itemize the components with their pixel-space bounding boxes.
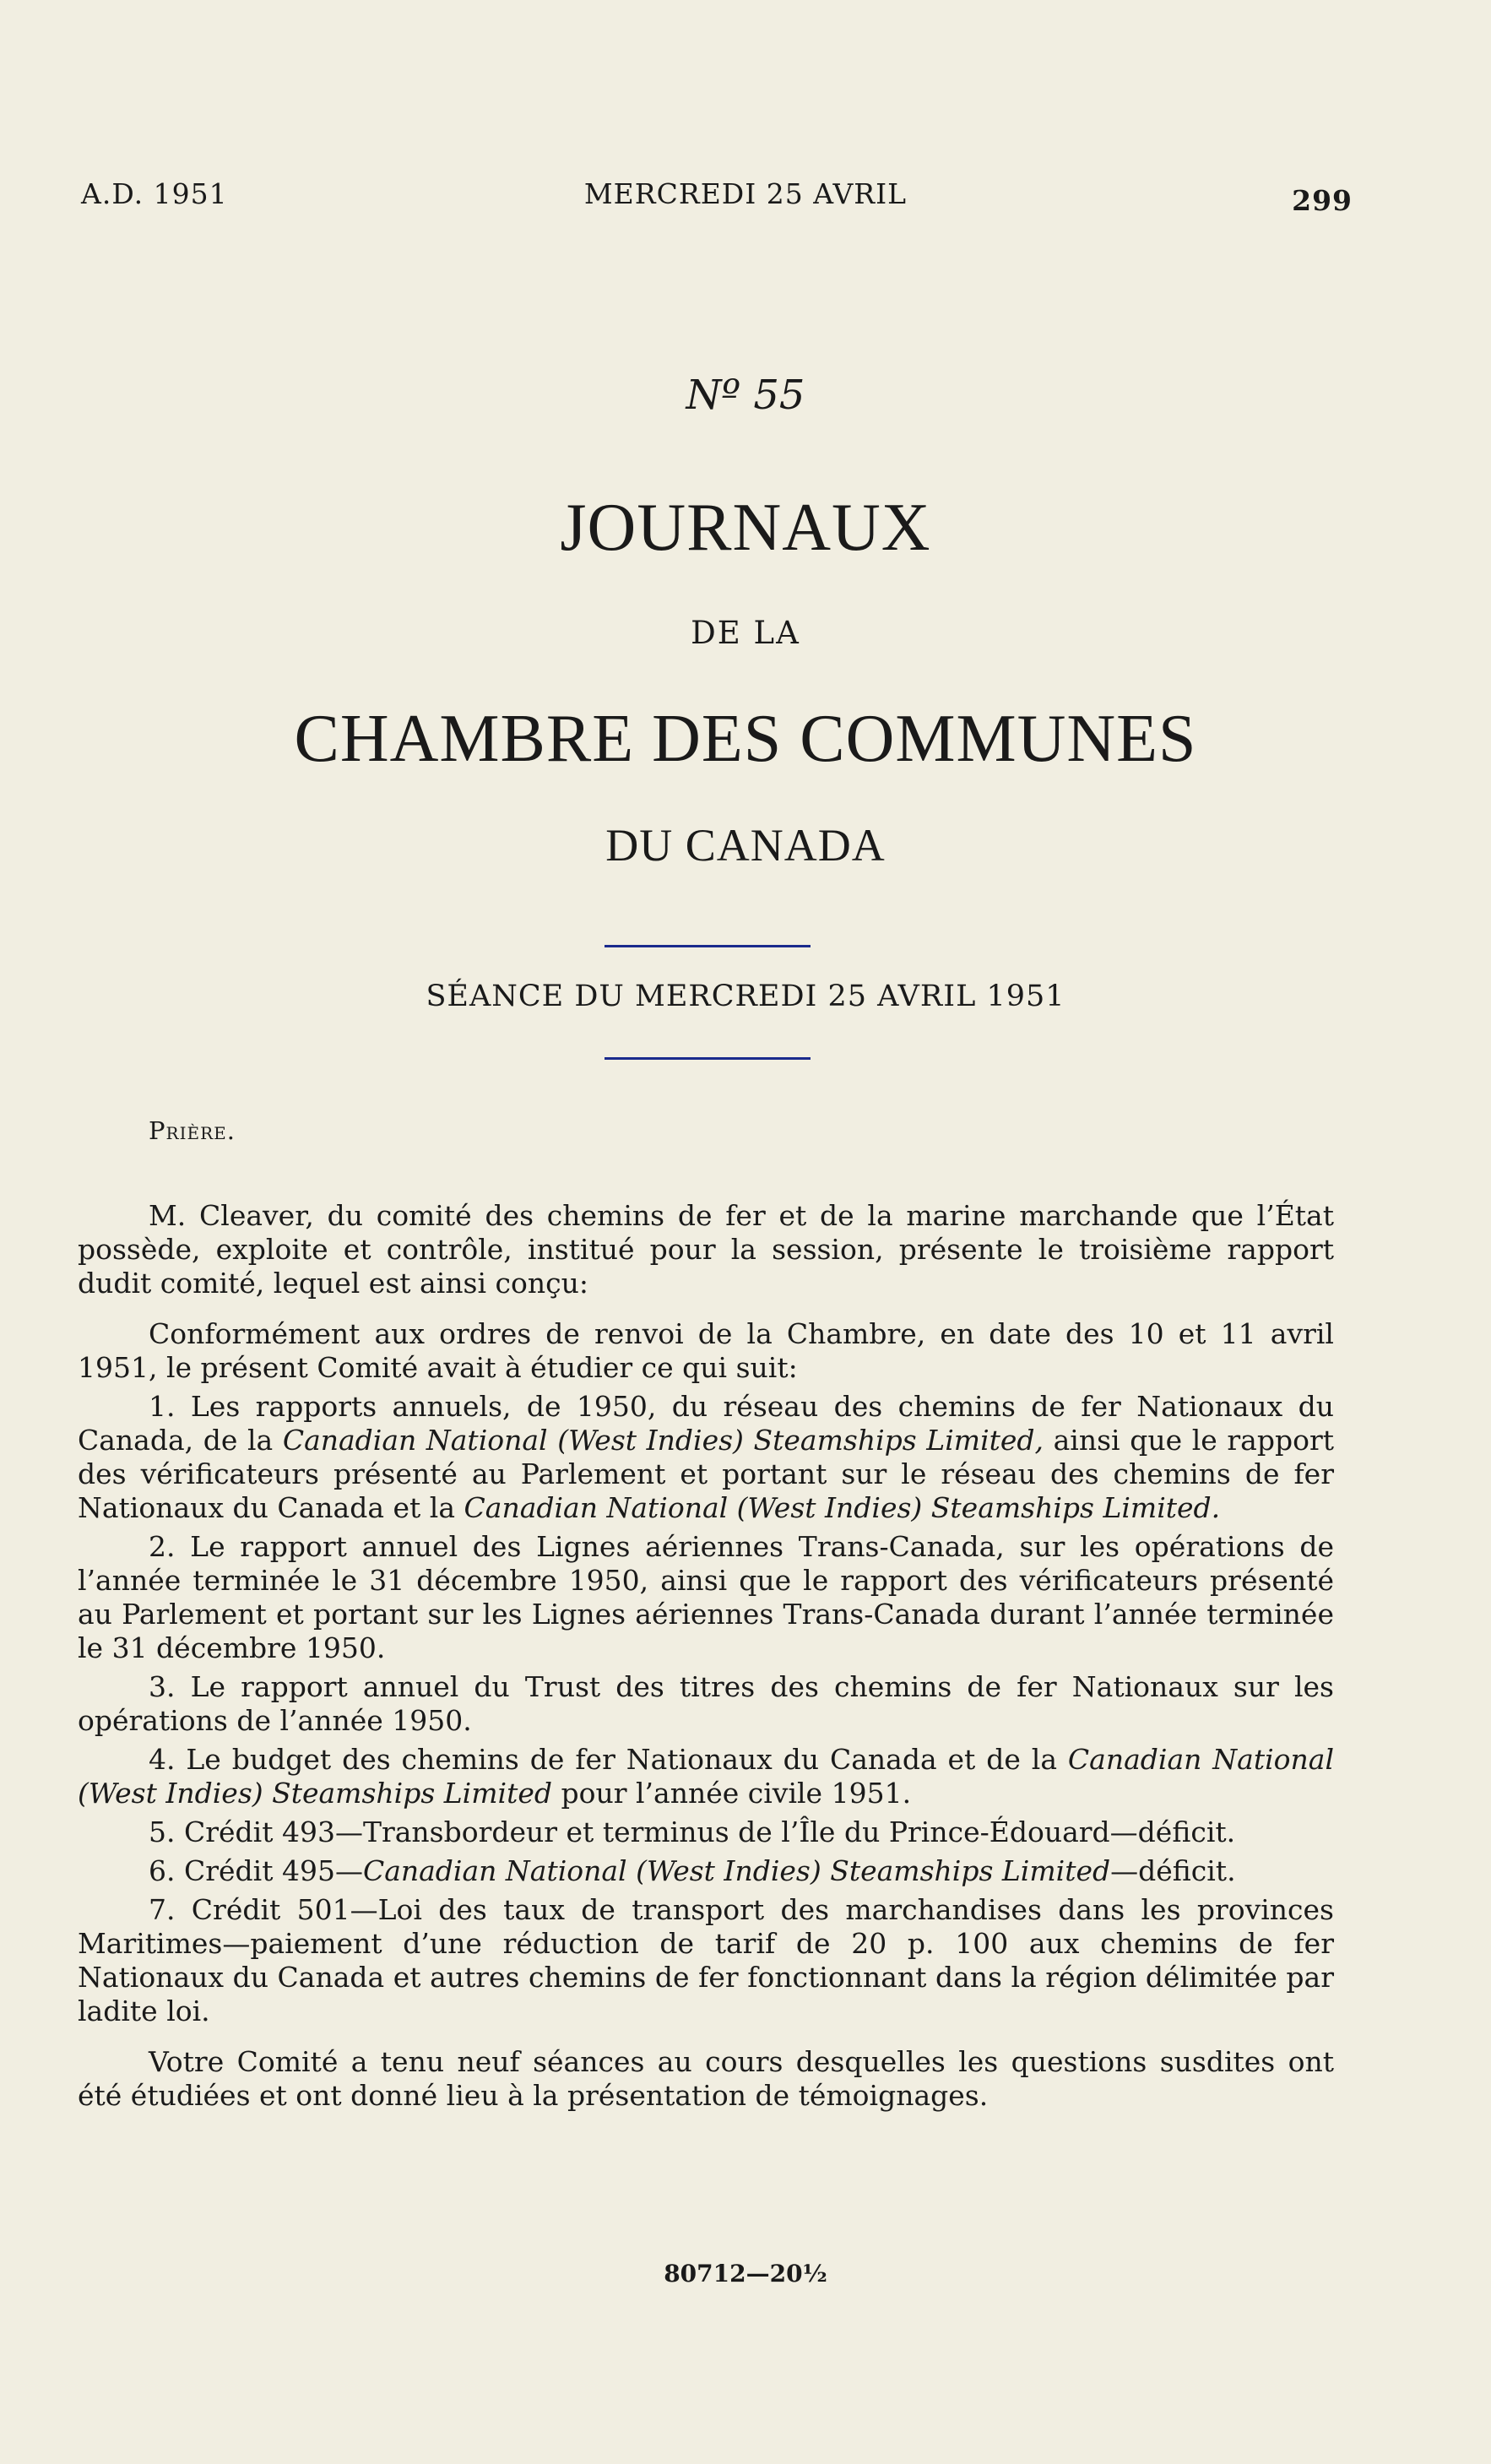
paragraph-orders: Conformément aux ordres de renvoi de la Chambre, en date des 10 et 11 avril 1951, le présent Comité avait à étudier ce qui suit: (78, 1317, 1334, 1384)
title-du-canada: DU CANADA (605, 820, 886, 871)
list-item-1: 1. Les rapports annuels, de 1950, du réseau des chemins de fer Nationaux du Canada, de la Canadian National (West Indies) Steamships Limited, ainsi que le rapport des vérificateurs présenté au Parlement et portant sur le réseau des chemins de fer Nationaux du Canada et la Canadian National (West Indies) Steamships Limited. (78, 1390, 1334, 1524)
list-item-2: 2. Le rapport annuel des Lignes aériennes Trans-Canada, sur les opérations de l’année terminée le 31 décembre 1950, ainsi que le rapport des vérificateurs présenté au Parlement et portant sur les Lignes aériennes Trans-Canada durant l’année terminée le 31 décembre 1950. (78, 1530, 1334, 1664)
list-item-6: 6. Crédit 495—Canadian National (West Indies) Steamships Limited—déficit. (149, 1854, 1236, 1887)
print-code: 80712—20½ (664, 2260, 827, 2288)
header-year: A.D. 1951 (81, 177, 228, 210)
sitting-heading: SÉANCE DU MERCREDI 25 AVRIL 1951 (426, 980, 1065, 1013)
issue-number: Nº 55 (686, 372, 805, 419)
page-number: 299 (1292, 184, 1353, 217)
title-journaux: JOURNAUX (560, 491, 931, 565)
title-de-la: DE LA (691, 615, 800, 651)
paragraph-closing: Votre Comité a tenu neuf séances au cours desquelles les questions susdites ont été étudiées et ont donné lieu à la présentation de témoignages. (78, 2045, 1334, 2112)
list-item-7: 7. Crédit 501—Loi des taux de transport des marchandises dans les provinces Maritimes—paiement d’une réduction de tarif de 20 p. 100 aux chemins de fer Nationaux du Canada et autres chemins de fer fonctionnant dans la région délimitée par ladite loi. (78, 1893, 1334, 2027)
list-item-3: 3. Le rapport annuel du Trust des titres des chemins de fer Nationaux sur les opérations de l’année 1950. (78, 1670, 1334, 1737)
header-date: MERCREDI 25 AVRIL (583, 177, 908, 210)
divider-bottom (605, 1057, 811, 1060)
list-item-4: 4. Le budget des chemins de fer Nationaux du Canada et de la Canadian National (West Indies) Steamships Limited pour l’année civile 1951. (78, 1743, 1335, 1810)
paragraph-introduction: M. Cleaver, du comité des chemins de fer et de la marine marchande que l’État possède, exploite et contrôle, institué pour la session, présente le troisième rapport dudit comité, lequel est ainsi conçu: (78, 1199, 1334, 1300)
title-chambre: CHAMBRE DES COMMUNES (294, 702, 1197, 776)
list-item-5: 5. Crédit 493—Transbordeur et terminus de l’Île du Prince-Édouard—déficit. (149, 1815, 1236, 1848)
report-body (78, 1199, 1334, 2118)
divider-top (605, 945, 811, 947)
prayer-label: Prière. (149, 1116, 236, 1145)
